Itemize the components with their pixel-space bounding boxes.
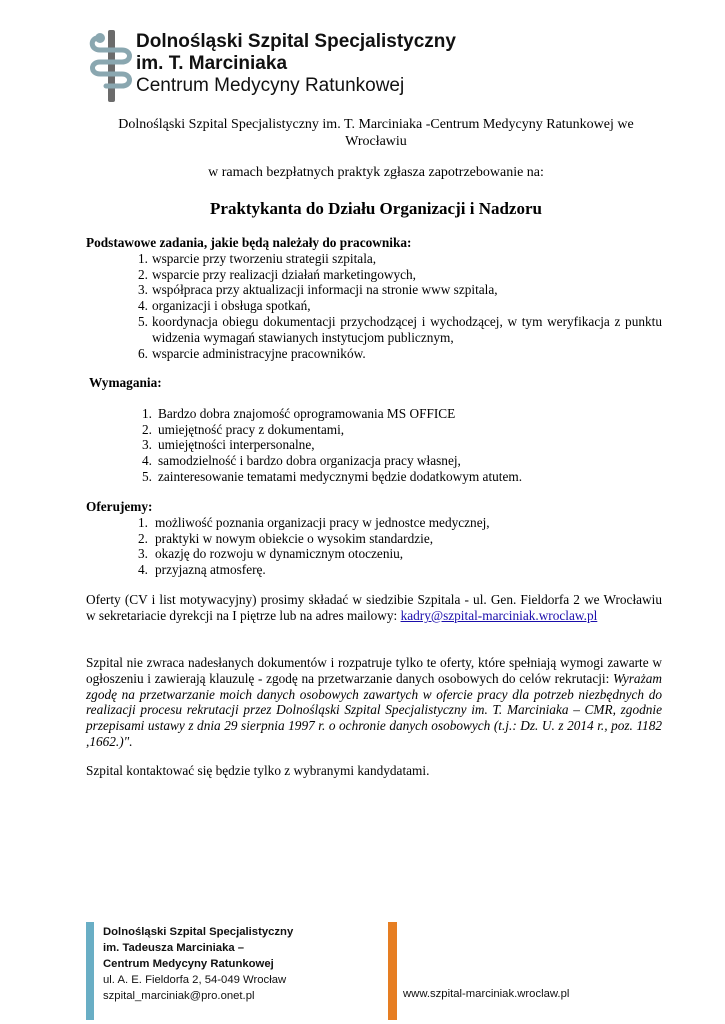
list-item: 4. organizacji i obsługa spotkań, [138,298,311,314]
privacy-text: Szpital nie zwraca nadesłanych dokumentów i rozpatruje tylko te oferty, które spełniają wymogi zawarte w ogłoszeniu i zawierają klauzulę - zgodę na przetwarzanie danych osobowych do celów rekrutacji: [86,655,662,686]
footer-line3: Centrum Medycyny Ratunkowej [103,958,274,970]
application-email-link[interactable]: kadry@szpital-marciniak.wroclaw.pl [400,607,598,623]
offer-section [86,499,662,578]
footer-address-block [103,924,293,1004]
tasks-heading: Podstawowe zadania, jakie będą należały do pracownika: [86,235,412,250]
footer-address: ul. A. E. Fieldorfa 2, 54-049 Wrocław [103,974,287,986]
tasks-list [86,251,662,362]
list-item: 6. wsparcie administracyjne pracowników. [138,345,366,361]
letterhead [88,28,648,108]
list-item: 2. praktyki w nowym obiekcie o wysokim standardzie, [138,530,434,546]
list-item: 1. Bardzo dobra znajomość oprogramowania MS OFFICE [142,405,456,421]
list-item: 4. samodzielność i bardzo dobra organizacja pracy własnej, [142,453,461,469]
requirements-heading: Wymagania: [89,375,162,390]
list-item: 5. koordynacja obiegu dokumentacji przychodzącej i wychodzącej, w tym weryfikacja z punktu widzenia wymagań stawianych instytucjom publicznym, [138,313,662,345]
application-text: Oferty (CV i list motywacyjny) prosimy składać w siedzibie Szpitala - ul. Gen. Fieldorfa 2 we Wrocławiu w sekretariacie dyrekcji na I piętrze lub na adres mailowy: [86,592,662,623]
list-item: 1. możliwość poznania organizacji pracy w jednostce medycznej, [138,514,490,530]
footer-email[interactable]: szpital_marciniak@pro.onet.pl [103,990,255,1002]
footer-accent-bar-blue [86,922,94,1020]
job-title: Praktykanta do Działu Organizacji i Nadzoru [210,199,542,218]
application-paragraph [86,592,662,624]
tasks-section [86,235,662,361]
aesculapius-staff-icon [88,28,134,102]
subtitle: w ramach bezpłatnych praktyk zgłasza zapotrzebowanie na: [208,165,544,180]
requirements-section [89,375,665,485]
hospital-name-line2: im. T. Marciniaka [136,53,288,74]
list-item: 3. umiejętności interpersonalne, [142,437,315,453]
list-item: 5. zainteresowanie tematami medycznymi będzie dodatkowym atutem. [142,468,523,484]
hospital-name-line3: Centrum Medycyny Ratunkowej [136,75,405,96]
footer-line2: im. Tadeusza Marciniaka – [103,942,245,954]
list-item: 3. okazję do rozwoju w dynamicznym otoczeniu, [138,546,404,562]
hospital-name-line1: Dolnośląski Szpital Specjalistyczny [136,31,456,52]
list-item: 2. wsparcie przy realizacji działań marketingowych, [138,266,416,282]
offer-heading: Oferujemy: [86,499,153,514]
offer-list [86,515,662,578]
list-item: 1. wsparcie przy tworzeniu strategii szpitala, [138,250,377,266]
contact-note: Szpital kontaktować się będzie tylko z wybranymi kandydatami. [86,763,430,778]
intro-text: Dolnośląski Szpital Specjalistyczny im. T. Marciniaka -Centrum Medycyny Ratunkowej we Wrocławiu [118,117,634,149]
hospital-name [136,31,456,97]
list-item: 4. przyjazną atmosferę. [138,562,266,578]
privacy-paragraph [86,655,662,750]
list-item: 2. umiejętność pracy z dokumentami, [142,421,345,437]
footer-line1: Dolnośląski Szpital Specjalistyczny [103,926,294,938]
requirements-list [89,406,665,485]
footer-website[interactable]: www.szpital-marciniak.wroclaw.pl [403,988,570,1000]
list-item: 3. współpraca przy aktualizacji informacji na stronie www szpitala, [138,282,498,298]
consent-clause: Wyrażam zgodę na przetwarzanie moich danych osobowych zawartych w ofercie pracy dla potrzeb niezbędnych do realizacji procesu rekrutacji przez Dolnośląski Szpital Specjalistyczny im. T. Marciniaka – CMR, zgodnie przepisami ustawy z dnia 29 sierpnia 1997 r. o ochronie danych osobowych (t.j.: Dz. U. z 2014 r., poz. 1182 ,1662.)". [86,670,663,749]
footer-accent-bar-orange [388,922,397,1020]
